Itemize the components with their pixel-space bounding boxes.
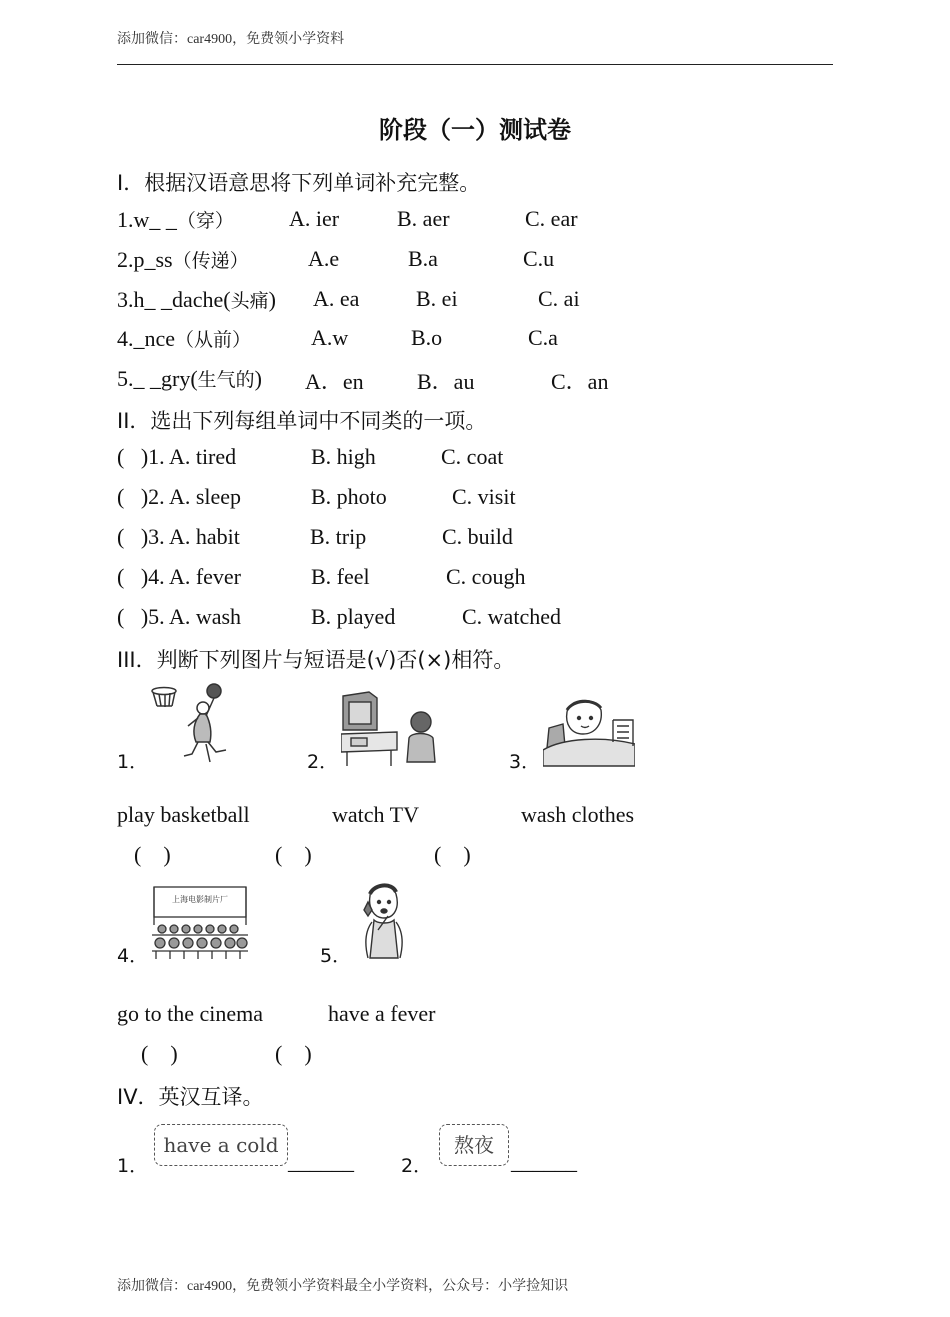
s1-item-5-cn: 生气的 [197,369,255,391]
s1-item-1 [117,206,234,233]
s3-answer-1[interactable]: ( ) [134,842,171,867]
s3-phrase-3: wash clothes [521,802,635,827]
s1-item-4-option-c: C.a [528,325,558,350]
s1-item-4-stem: 4._nce [117,326,176,351]
s3-answer-4[interactable]: ( ) [141,1041,178,1066]
fever-boy-image [352,880,414,960]
s2-item-4-option-b: B. feel [311,564,370,589]
s4-item-1-box: have a cold [154,1124,288,1166]
s2-item-2-option-b: B. photo [311,484,387,509]
s4-item-2-box: 熬夜 [439,1124,509,1166]
s3-phrase-2: watch TV [332,802,419,827]
s1-item-3-option-c: C. ai [538,286,580,311]
s1-item-5-option-a: A．en [305,369,364,394]
s2-item-1-option-c: C. coat [441,444,504,469]
s2-item-2-stem: ( )2. A. sleep [117,484,242,509]
s4-item-2-num: 2． [401,1155,433,1177]
s1-item-1-option-b: B. aer [397,206,450,231]
section3-heading: III．判断下列图片与短语是(√)否(×)相符。 [117,648,515,672]
s2-item-1-stem: ( )1. A. tired [117,444,237,469]
s3-pic-5-num: 5． [320,945,352,967]
s4-item-2-blank[interactable]: ______ [511,1149,577,1174]
s1-item-2-option-a: A.e [308,246,340,271]
s1-item-4-option-b: B.o [411,325,443,350]
page-title: 阶段（一）测试卷 [379,116,571,144]
s4-item-1-num: 1． [117,1155,149,1177]
s1-item-5-option-c: C．an [551,369,609,394]
s1-item-2-option-c: C.u [523,246,555,271]
s2-item-2-option-c: C. visit [452,484,516,509]
s1-item-3-option-b: B. ei [416,286,458,311]
s1-item-4 [117,325,251,352]
s3-pic-1-num: 1． [117,751,149,773]
s1-item-3-close: ) [268,287,276,312]
s1-item-4-cn: （从前） [175,329,252,351]
s1-item-5-stem: 5._ _gry( [117,366,198,391]
s2-item-3-option-b: B. trip [310,524,367,549]
s3-pic-4-num: 4． [117,945,149,967]
s1-item-5-close: ) [254,366,262,391]
s3-phrase-1: play basketball [117,802,250,827]
s3-pic-3-num: 3． [509,751,541,773]
s2-item-5-option-c: C. watched [462,604,561,629]
s1-item-3-cn: 头痛 [230,290,269,312]
s1-item-1-cn: （穿） [176,210,234,232]
boy-in-bed-image [543,694,635,768]
s1-item-1-option-a: A. ier [289,206,340,231]
s1-item-3 [117,286,276,313]
s1-item-3-option-a: A. ea [313,286,360,311]
s1-item-1-stem: 1.w_ _ [117,207,177,232]
s1-item-2-cn: （传递） [172,250,249,272]
watch-tv-image [341,690,441,768]
s3-answer-3[interactable]: ( ) [434,842,471,867]
s2-item-3-option-c: C. build [442,524,513,549]
s3-answer-2[interactable]: ( ) [275,842,312,867]
s2-item-4-option-c: C. cough [446,564,526,589]
s3-answer-5[interactable]: ( ) [275,1041,312,1066]
s2-item-5-option-b: B. played [311,604,396,629]
s2-item-1-option-b: B. high [311,444,376,469]
s3-phrase-4: go to the cinema [117,1001,264,1026]
cinema-sign-text: 上海电影制片厂 [172,895,228,904]
s1-item-2-stem: 2.p_ss [117,247,173,272]
s1-item-1-option-c: C. ear [525,206,578,231]
section1-heading: I．根据汉语意思将下列单词补充完整。 [117,171,481,195]
basketball-player-image [148,682,234,768]
section2-heading: II．选出下列每组单词中不同类的一项。 [117,409,487,433]
footer-text: 添加微信：car4900，免费领小学资料最全小学资料，公众号：小学捡知识 [117,1279,569,1294]
s2-item-3-stem: ( )3. A. habit [117,524,240,549]
s1-item-2-option-b: B.a [408,246,438,271]
s1-item-4-option-a: A.w [311,325,349,350]
s1-item-2 [117,246,249,273]
header-rule [117,64,833,65]
s3-pic-2-num: 2． [307,751,339,773]
s1-item-5-option-b: B．au [417,369,475,394]
section4-heading: IV．英汉互译。 [117,1085,264,1109]
s4-item-1-blank[interactable]: ______ [288,1149,354,1174]
s1-item-5 [117,365,262,392]
s1-item-3-stem: 3.h_ _dache( [117,287,231,312]
cinema-image [152,885,248,959]
s2-item-5-stem: ( )5. A. wash [117,604,242,629]
s2-item-4-stem: ( )4. A. fever [117,564,242,589]
s3-phrase-5: have a fever [328,1001,436,1026]
header-text: 添加微信：car4900，免费领小学资料 [117,32,345,47]
